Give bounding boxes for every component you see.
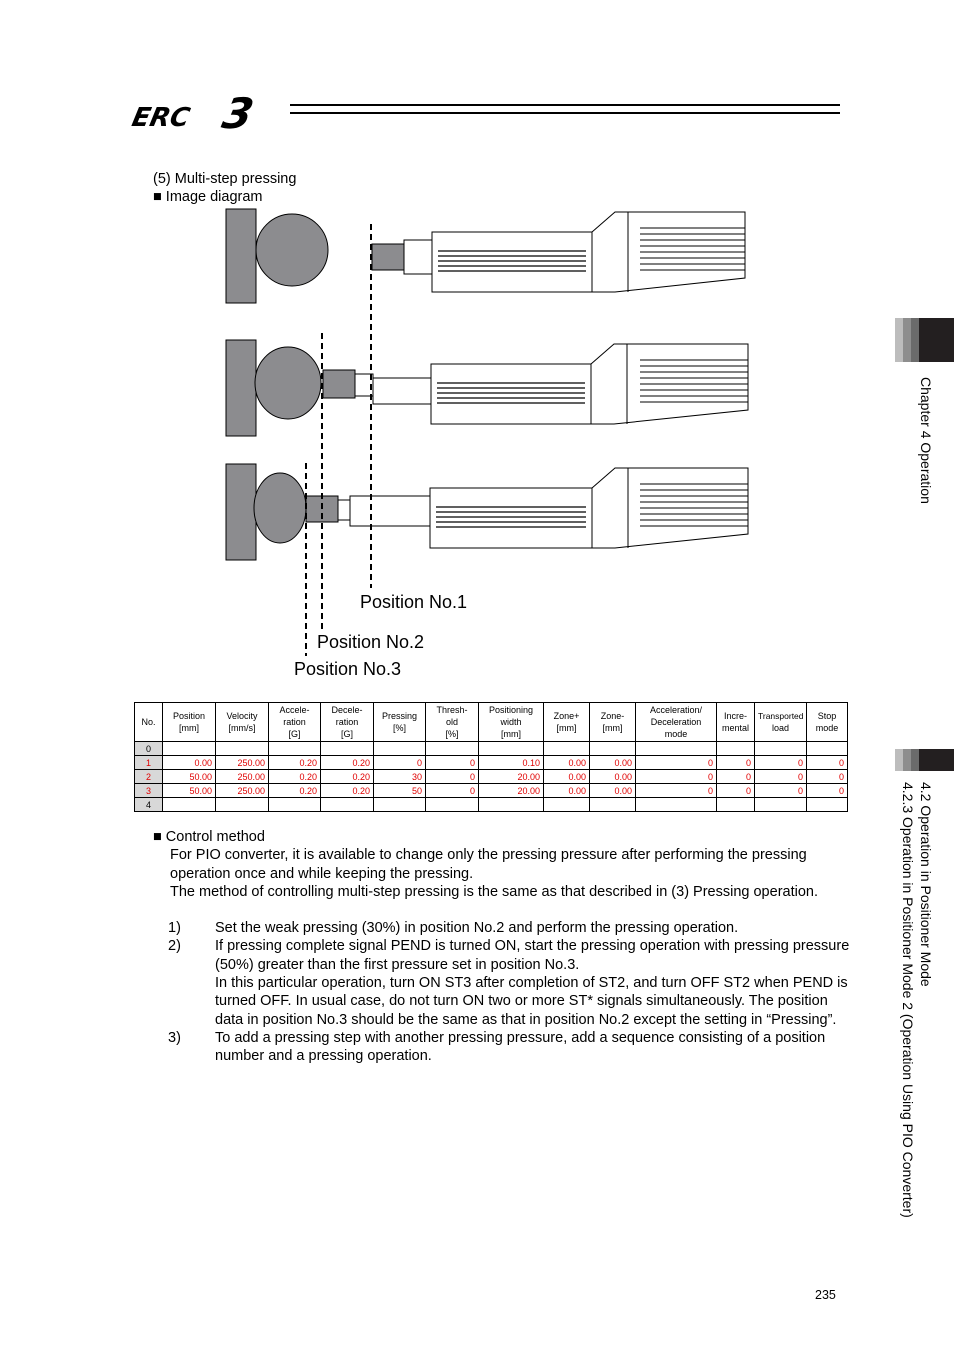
table-cell: 0 bbox=[426, 756, 479, 770]
table-cell: 0 bbox=[636, 770, 717, 784]
table-cell bbox=[636, 798, 717, 812]
header-line: Zone- bbox=[600, 711, 625, 721]
column-header bbox=[374, 703, 426, 742]
section-side-label-1: 4.2 Operation in Positioner Mode bbox=[918, 782, 934, 987]
header-line: [G] bbox=[340, 729, 353, 739]
header-line: Velocity bbox=[226, 711, 258, 721]
table-cell: 50.00 bbox=[163, 784, 216, 798]
table-cell bbox=[807, 742, 848, 756]
table-cell bbox=[479, 798, 544, 812]
row-number-cell: 1 bbox=[135, 756, 163, 770]
table-cell: 0 bbox=[755, 756, 807, 770]
column-header bbox=[216, 703, 269, 742]
header-line: [%] bbox=[392, 723, 406, 733]
table-cell: 0.10 bbox=[479, 756, 544, 770]
table-cell: 20.00 bbox=[479, 784, 544, 798]
section-side-label-2: 4.2.3 Operation in Positioner Mode 2 (Operation Using PIO Converter) bbox=[900, 782, 916, 1218]
table-row bbox=[135, 784, 848, 798]
table-cell bbox=[321, 742, 374, 756]
svg-text:ERC: ERC bbox=[129, 103, 193, 133]
header-line: Positioning bbox=[488, 705, 534, 715]
header-line: [mm] bbox=[602, 723, 623, 733]
table-cell: 0 bbox=[717, 784, 755, 798]
table-cell: 0 bbox=[636, 784, 717, 798]
table-cell bbox=[590, 798, 636, 812]
actuator-row-2 bbox=[226, 340, 748, 436]
table-cell bbox=[216, 798, 269, 812]
multi-step-pressing-diagram bbox=[220, 208, 760, 688]
position-1-label: Position No.1 bbox=[360, 592, 468, 612]
image-diagram-heading: ■ Image diagram bbox=[153, 189, 263, 205]
item-number: 1) bbox=[168, 920, 181, 937]
table-cell: 0 bbox=[807, 784, 848, 798]
header-line: Pressing bbox=[381, 711, 417, 721]
table-cell: 0 bbox=[636, 756, 717, 770]
control-para-2: The method of controlling multi-step pressing is the same as that described in (3) Pressing operation. bbox=[170, 883, 818, 900]
table-cell: 0 bbox=[807, 770, 848, 784]
row-number-cell: 2 bbox=[135, 770, 163, 784]
table-cell: 0.00 bbox=[590, 770, 636, 784]
table-cell: 30 bbox=[374, 770, 426, 784]
table-cell: 0 bbox=[426, 770, 479, 784]
svg-text:3: 3 bbox=[218, 90, 258, 139]
header-line: Acceleration/ bbox=[649, 705, 703, 715]
table-cell bbox=[636, 742, 717, 756]
table-cell: 0.00 bbox=[590, 756, 636, 770]
table-cell bbox=[426, 742, 479, 756]
item-text: To add a pressing step with another pressing pressure, add a sequence consisting of a position number and a pressing operation. bbox=[215, 1029, 826, 1065]
table-cell: 0 bbox=[717, 756, 755, 770]
header-line: No. bbox=[141, 717, 156, 727]
table-cell: 50.00 bbox=[163, 770, 216, 784]
table-cell bbox=[374, 742, 426, 756]
header-line: [G] bbox=[288, 729, 301, 739]
header-line: load bbox=[771, 723, 789, 733]
table-cell bbox=[807, 798, 848, 812]
table-cell: 20.00 bbox=[479, 770, 544, 784]
table-cell bbox=[755, 798, 807, 812]
table-cell: 0 bbox=[755, 784, 807, 798]
control-method-heading: ■ Control method bbox=[153, 829, 265, 845]
column-header bbox=[636, 703, 717, 742]
table-row bbox=[135, 770, 848, 784]
table-cell bbox=[321, 798, 374, 812]
item-text-extra: In this particular operation, turn ON ST3 after completion of ST2, and turn OFF ST2 when PEND is turned OFF. In usual case, do not turn ON two or more ST* signals simultaneously. The position data in position No.3 should be the same as that in position No.2 except the setting in “Pressing”. bbox=[215, 975, 848, 1028]
header-line: Decele- bbox=[331, 705, 363, 715]
row-number-cell: 4 bbox=[135, 798, 163, 812]
item-text: If pressing complete signal PEND is turned ON, start the pressing operation with pressing pressure (50%) greater than the first pressure set in position No.3. bbox=[215, 938, 850, 973]
header-line: old bbox=[445, 717, 458, 727]
header-line: [mm/s] bbox=[228, 723, 256, 733]
column-header bbox=[590, 703, 636, 742]
header-line: Accele- bbox=[279, 705, 310, 715]
table-cell: 250.00 bbox=[216, 784, 269, 798]
chapter-side-label: Chapter 4 Operation bbox=[918, 377, 934, 504]
row-number-cell: 3 bbox=[135, 784, 163, 798]
table-row bbox=[135, 742, 848, 756]
table-cell bbox=[755, 742, 807, 756]
section-title: (5) Multi-step pressing bbox=[153, 171, 297, 187]
header-line: mode bbox=[815, 723, 839, 733]
table-row bbox=[135, 798, 848, 812]
chapter-tab bbox=[895, 318, 954, 362]
table-cell: 0 bbox=[374, 756, 426, 770]
column-header bbox=[479, 703, 544, 742]
table-cell bbox=[163, 798, 216, 812]
header-line: mental bbox=[721, 723, 749, 733]
table-cell: 0.00 bbox=[544, 770, 590, 784]
table-cell: 50 bbox=[374, 784, 426, 798]
control-item-3 bbox=[168, 1029, 853, 1066]
header-line: [mm] bbox=[501, 729, 521, 739]
table-cell bbox=[717, 742, 755, 756]
table-cell: 0.20 bbox=[269, 784, 321, 798]
table-cell: 0 bbox=[426, 784, 479, 798]
header-line: Stop bbox=[817, 711, 837, 721]
header-line: Position bbox=[172, 711, 206, 721]
column-header bbox=[163, 703, 216, 742]
table-row bbox=[135, 756, 848, 770]
table-cell: 0.20 bbox=[269, 770, 321, 784]
table-cell: 0.20 bbox=[321, 756, 374, 770]
item-number: 2) bbox=[168, 938, 181, 955]
table-cell: 0.00 bbox=[544, 756, 590, 770]
table-cell bbox=[426, 798, 479, 812]
column-header bbox=[426, 703, 479, 742]
table-cell bbox=[479, 742, 544, 756]
header-line: Thresh- bbox=[436, 705, 468, 715]
position-3-label: Position No.3 bbox=[294, 659, 402, 679]
section-tab bbox=[895, 749, 954, 771]
header-line: [%] bbox=[445, 729, 459, 739]
table-cell bbox=[590, 742, 636, 756]
header-line: Deceleration bbox=[650, 717, 702, 727]
table-cell: 250.00 bbox=[216, 756, 269, 770]
header-rule-top bbox=[290, 104, 840, 106]
column-header bbox=[755, 703, 807, 742]
table-cell: 0.00 bbox=[590, 784, 636, 798]
table-cell: 0 bbox=[717, 770, 755, 784]
control-item-2 bbox=[168, 937, 853, 1028]
header-line: [mm] bbox=[179, 723, 199, 733]
header-line: width bbox=[500, 717, 522, 727]
table-cell bbox=[269, 742, 321, 756]
column-header bbox=[807, 703, 848, 742]
actuator-row-3 bbox=[226, 464, 748, 560]
header-line: Incre- bbox=[723, 711, 747, 721]
table-cell: 250.00 bbox=[216, 770, 269, 784]
header-line: Transported bbox=[758, 711, 804, 721]
column-header bbox=[269, 703, 321, 742]
column-header bbox=[717, 703, 755, 742]
control-method bbox=[153, 828, 853, 1066]
table-cell bbox=[544, 742, 590, 756]
page-number: 235 bbox=[815, 1288, 836, 1302]
table-cell: 0.20 bbox=[321, 770, 374, 784]
table-cell bbox=[544, 798, 590, 812]
section-heading bbox=[153, 170, 296, 206]
header-line: ration bbox=[335, 717, 359, 727]
table-cell: 0.20 bbox=[321, 784, 374, 798]
table-cell bbox=[374, 798, 426, 812]
table-header-row bbox=[135, 703, 848, 742]
row-number-cell: 0 bbox=[135, 742, 163, 756]
table-cell bbox=[269, 798, 321, 812]
table-cell: 0.20 bbox=[269, 756, 321, 770]
position-table bbox=[134, 702, 848, 812]
header-rule-bottom bbox=[290, 112, 840, 114]
table-cell: 0.00 bbox=[163, 756, 216, 770]
column-header bbox=[321, 703, 374, 742]
column-header bbox=[135, 703, 163, 742]
header-line: mode bbox=[664, 729, 688, 739]
item-text: Set the weak pressing (30%) in position No.2 and perform the pressing operation. bbox=[215, 920, 739, 937]
position-2-label: Position No.2 bbox=[317, 632, 425, 652]
control-para-1: For PIO converter, it is available to change only the pressing pressure after performing the pressing operation once and while keeping the pressing. bbox=[170, 847, 807, 882]
table-cell bbox=[717, 798, 755, 812]
item-number: 3) bbox=[168, 1029, 181, 1046]
header-line: ration bbox=[283, 717, 306, 727]
table-cell: 0 bbox=[755, 770, 807, 784]
header-line: [mm] bbox=[556, 723, 577, 733]
column-header bbox=[544, 703, 590, 742]
table-cell: 0.00 bbox=[544, 784, 590, 798]
erc3-logo bbox=[129, 90, 281, 139]
table-cell: 0 bbox=[807, 756, 848, 770]
table-cell bbox=[163, 742, 216, 756]
actuator-row-1 bbox=[226, 209, 745, 303]
table-cell bbox=[216, 742, 269, 756]
control-item-1 bbox=[168, 919, 853, 937]
header-line: Zone+ bbox=[553, 711, 580, 721]
